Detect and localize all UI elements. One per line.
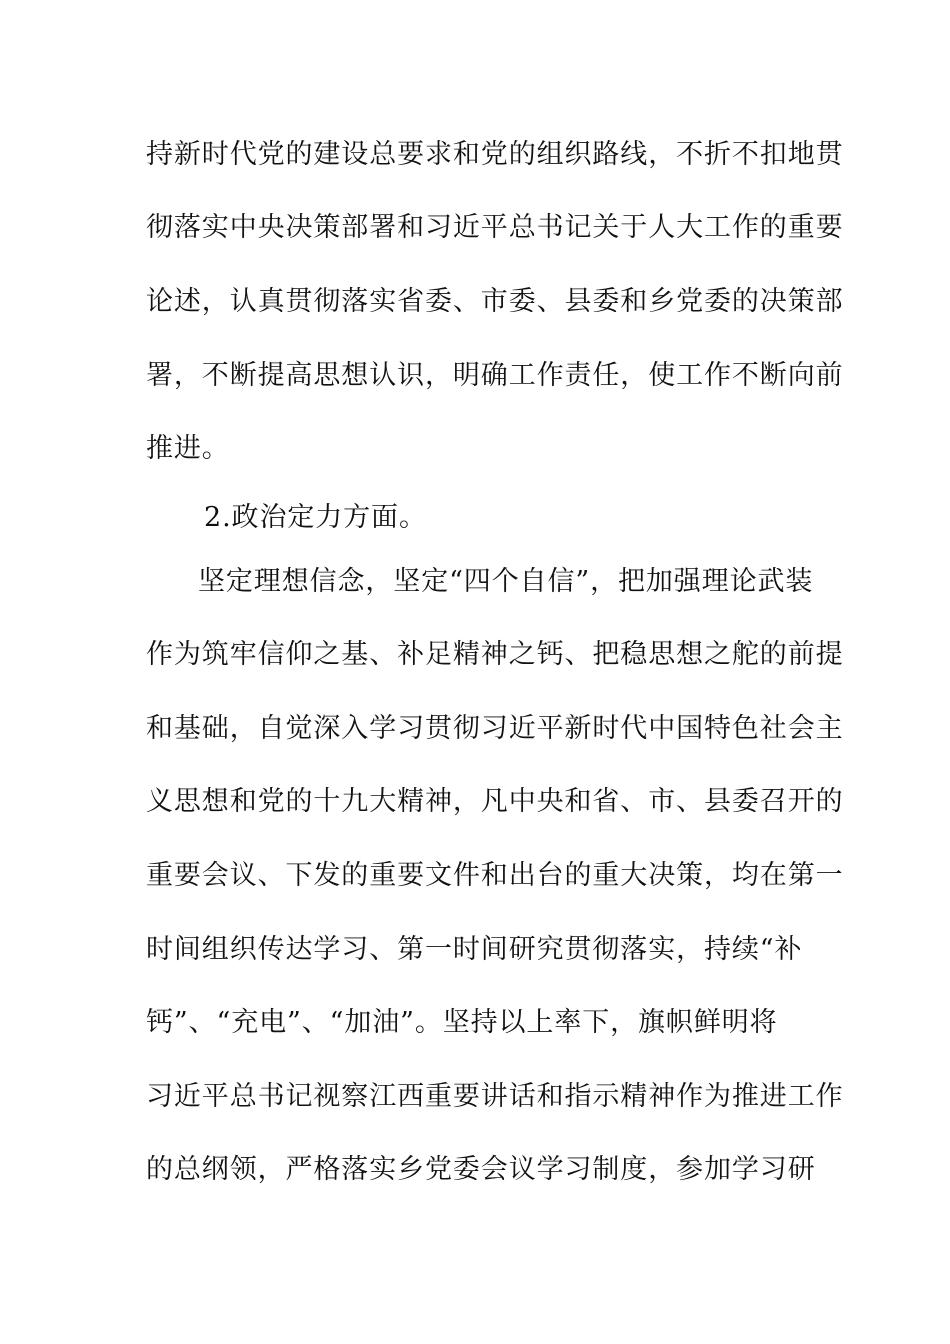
text-line-9: 和基础，自觉深入学习贯彻习近平新时代中国特色社会主 <box>146 713 844 744</box>
text-line-11: 重要会议、下发的重要文件和出台的重大决策，均在第一 <box>146 860 844 891</box>
text-line-14: 习近平总书记视察江西重要讲话和指示精神作为推进工作 <box>146 1081 844 1112</box>
section-heading: 2.政治定力方面。 <box>204 502 427 533</box>
paragraph-first-line: 坚定理想信念，坚定“四个自信”，把加强理论武装 <box>198 566 814 597</box>
text-line-8: 作为筑牢信仰之基、补足精神之钙、把稳思想之舵的前提 <box>146 639 844 670</box>
text-line-3: 论述，认真贯彻落实省委、市委、县委和乡党委的决策部 <box>146 286 844 317</box>
text-line-1: 持新时代党的建设总要求和党的组织路线，不折不扣地贯 <box>146 139 844 170</box>
text-line-13: 钙”、“充电”、“加油”。坚持以上率下，旗帜鲜明将 <box>146 1007 778 1038</box>
text-line-15: 的总纲领，严格落实乡党委会议学习制度，参加学习研 <box>146 1154 816 1185</box>
text-line-12: 时间组织传达学习、第一时间研究贯彻落实，持续“补 <box>146 934 803 965</box>
text-line-4: 署，不断提高思想认识，明确工作责任，使工作不断向前 <box>146 360 844 391</box>
text-line-2: 彻落实中央决策部署和习近平总书记关于人大工作的重要 <box>146 212 844 243</box>
text-line-10: 义思想和党的十九大精神，凡中央和省、市、县委召开的 <box>146 786 844 817</box>
text-line-5: 推进。 <box>146 433 230 464</box>
